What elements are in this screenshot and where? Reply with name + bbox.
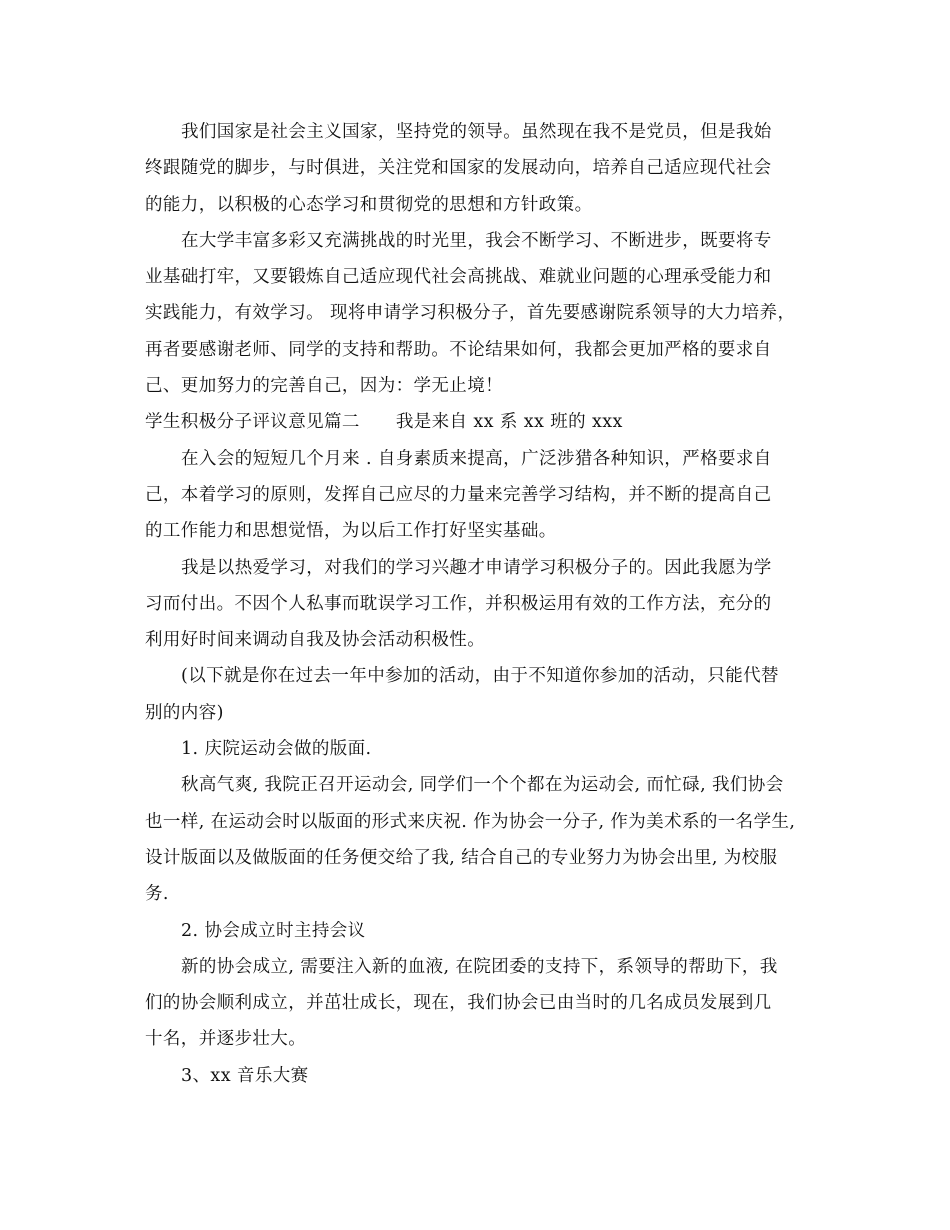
text-line: 设计版面以及做版面的任务便交给了我, 结合自己的专业努力为协会出里, 为校服 <box>145 847 778 868</box>
list-item-heading: 1. 庆院运动会做的版面. <box>181 739 372 760</box>
text-line: 们的协会顺利成立，并茁壮成长，现在，我们协会已由当时的几名成员发展到几 <box>145 993 772 1014</box>
text-line: 己、更加努力的完善自己，因为：学无止境！ <box>145 376 503 397</box>
text-line: (以下就是你在过去一年中参加的活动，由于不知道你参加的活动，只能代替 <box>181 666 779 687</box>
list-item-heading: 3、xx 音乐大赛 <box>181 1065 309 1086</box>
text-line: 业基础打牢，又要锻炼自己适应现代社会高挑战、难就业问题的心理承受能力和 <box>145 267 772 288</box>
text-line: 新的协会成立, 需要注入新的血液, 在院团委的支持下，系领导的帮助下，我 <box>181 956 778 977</box>
section-subtitle: 我是来自 xx 系 xx 班的 xxx <box>395 412 623 433</box>
text-line: 实践能力，有效学习。 现将申请学习积极分子，首先要感谢院系领导的大力培养， <box>145 303 796 324</box>
text-line: 己，本着学习的原则，发挥自己应尽的力量来完善学习结构，并不断的提高自己 <box>145 484 772 505</box>
text-line: 的能力，以积极的心态学习和贯彻党的思想和方针政策。 <box>145 194 593 215</box>
text-line: 在入会的短短几个月来 . 自身素质来提高，广泛涉猎各种知识，严格要求自 <box>181 448 772 469</box>
section-heading <box>145 404 822 440</box>
text-line: 再者要感谢老师、同学的支持和帮助。不论结果如何，我都会更加严格的要求自 <box>145 339 772 360</box>
text-line: 利用好时间来调动自我及协会活动积极性。 <box>145 630 486 651</box>
text-line: 在大学丰富多彩又充满挑战的时光里，我会不断学习、不断进步，既要将专 <box>181 230 772 251</box>
text-line: 终跟随党的脚步，与时俱进，关注党和国家的发展动向，培养自己适应现代社会 <box>145 158 772 179</box>
text-line: 的工作能力和思想觉悟，为以后工作打好坚实基础。 <box>145 521 557 542</box>
text-line: 习而付出。不因个人私事而耽误学习工作，并积极运用有效的工作方法，充分的 <box>145 593 772 614</box>
section-title: 学生积极分子评议意见篇二 <box>145 412 360 433</box>
text-line: 秋高气爽, 我院正召开运动会, 同学们一个个都在为运动会, 而忙碌, 我们协会 <box>181 775 784 796</box>
text-line: 我是以热爱学习，对我们的学习兴趣才申请学习积极分子的。因此我愿为学 <box>181 557 772 578</box>
text-line: 别的内容) <box>145 702 224 723</box>
text-line: 也一样, 在运动会时以版面的形式来庆祝. 作为协会一分子, 作为美术系的一名学生, <box>145 811 796 832</box>
list-item-heading: 2. 协会成立时主持会议 <box>181 920 366 941</box>
text-line: 务. <box>145 884 169 905</box>
text-line: 十名，并逐步壮大。 <box>145 1029 307 1050</box>
text-line: 我们国家是社会主义国家，坚持党的领导。虽然现在我不是党员，但是我始 <box>181 122 772 142</box>
